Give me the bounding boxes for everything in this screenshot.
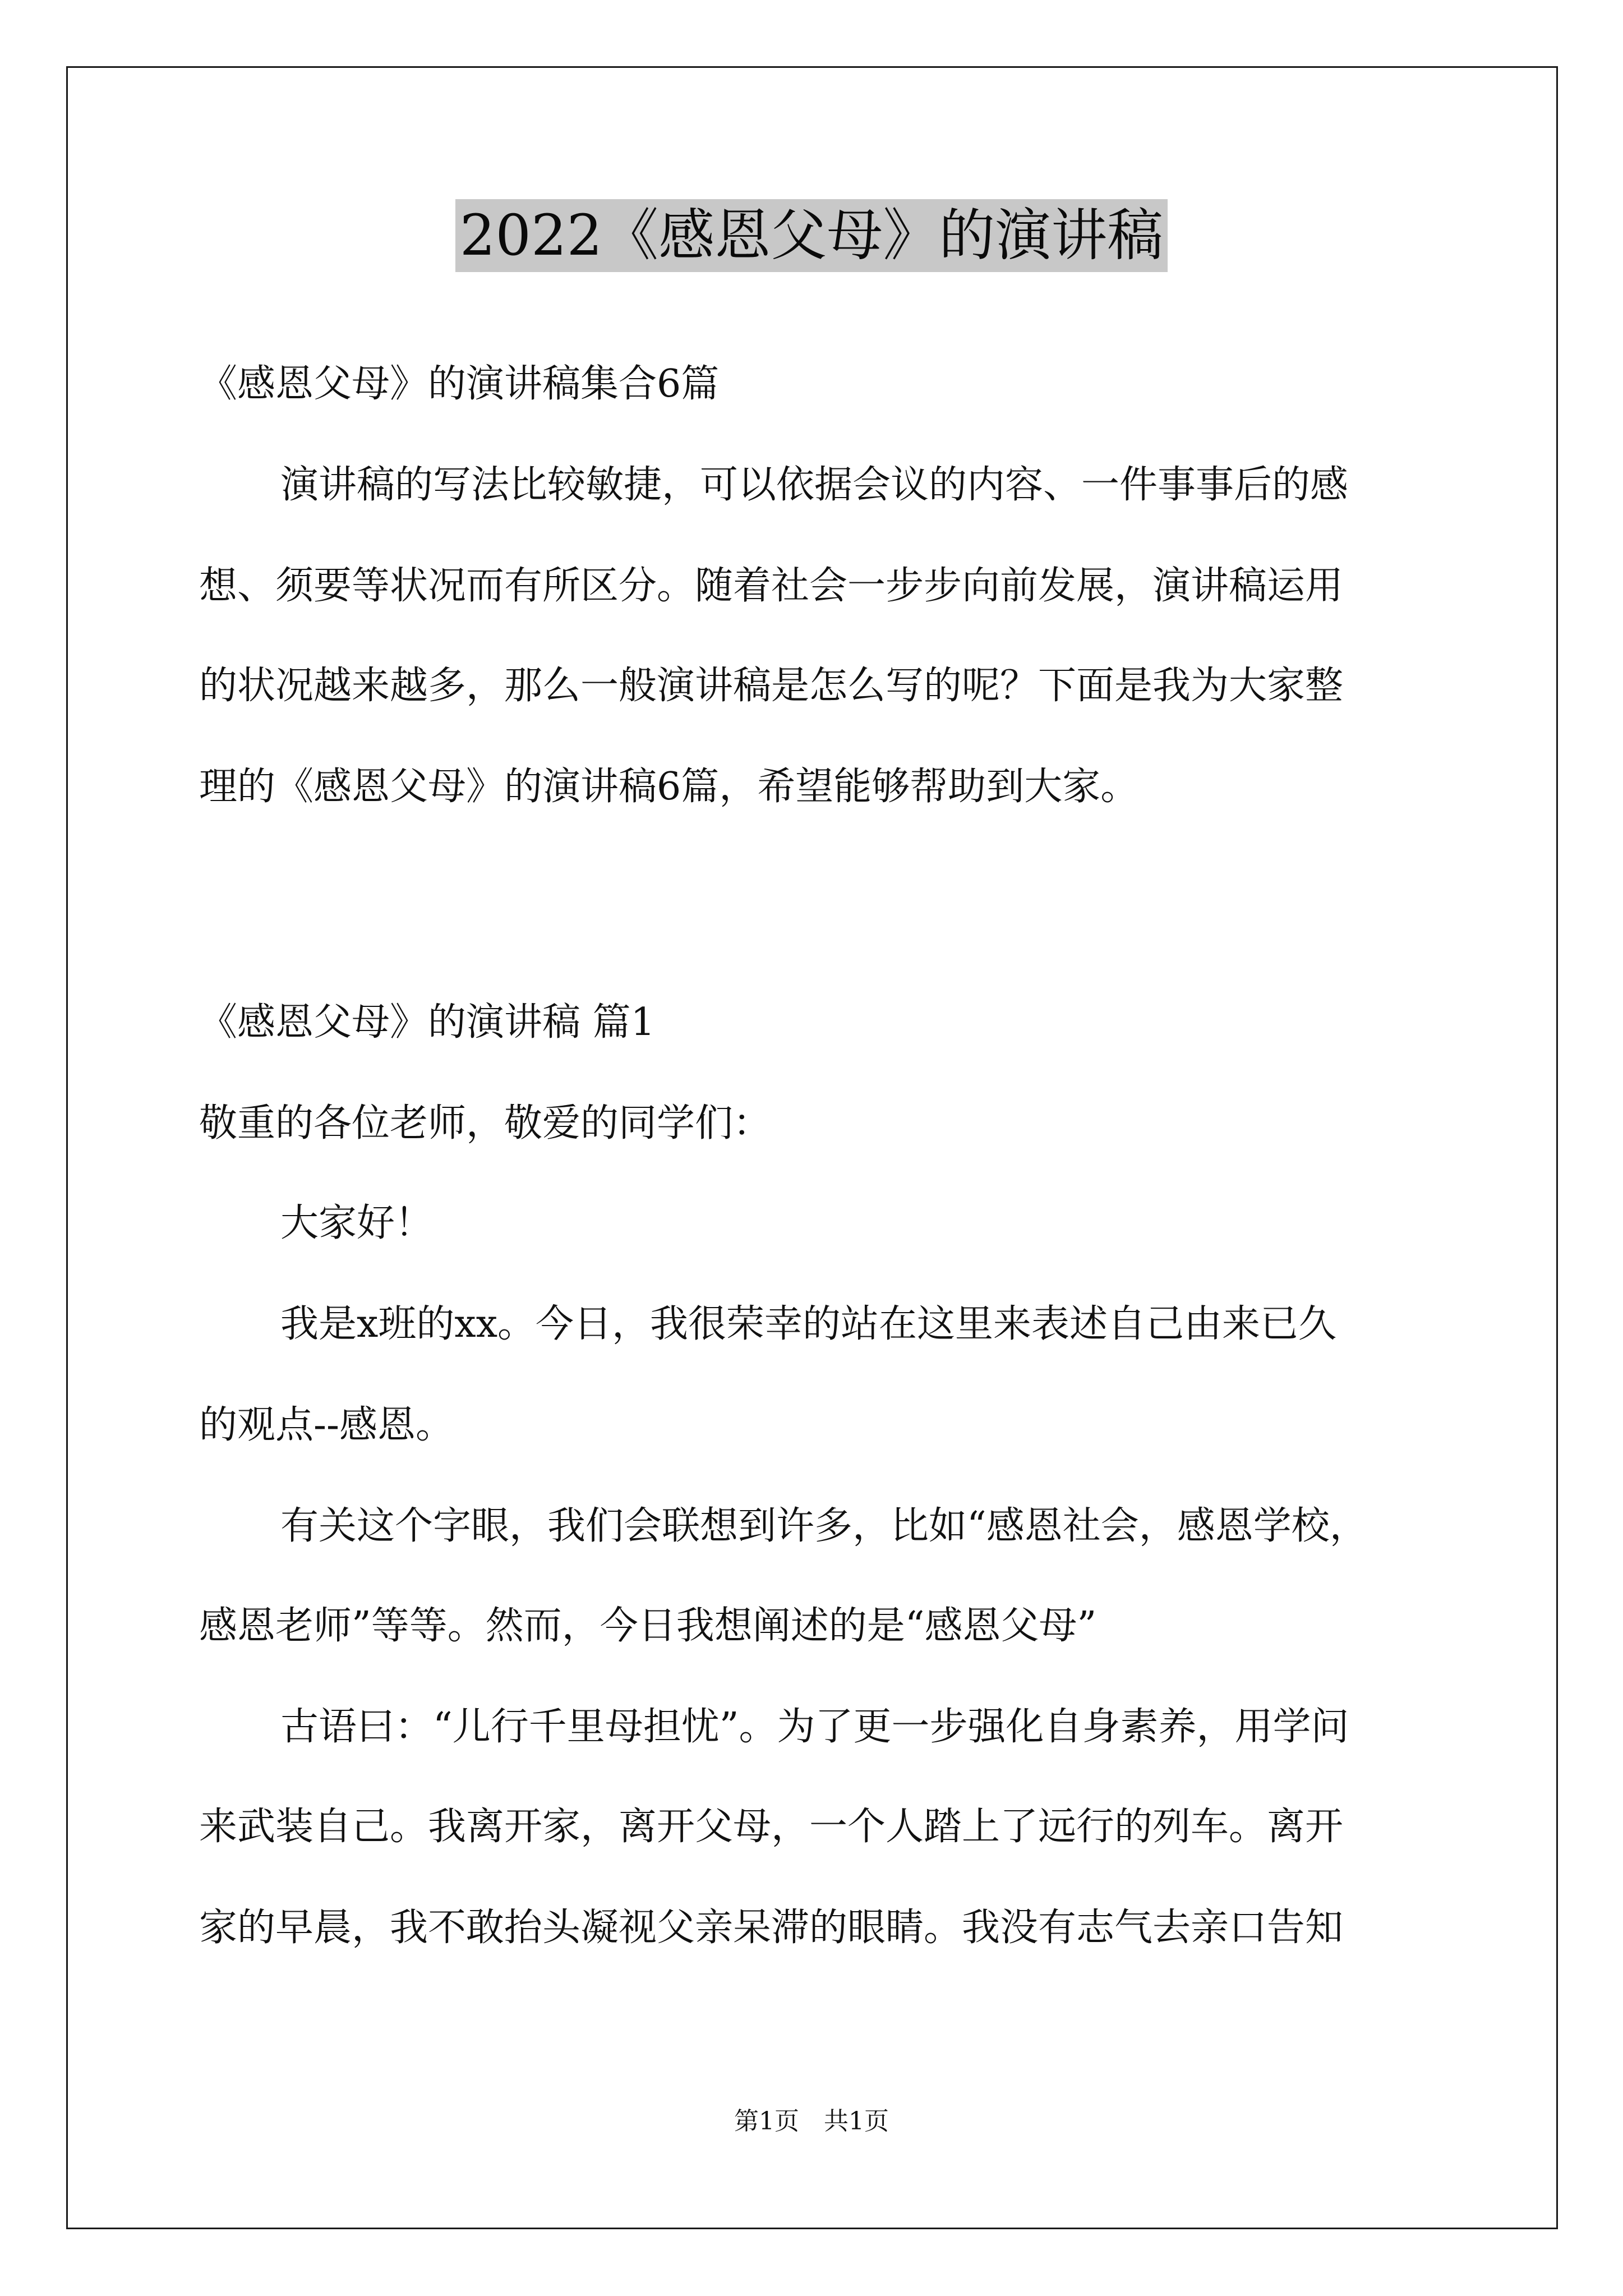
intro-line-1: 演讲稿的写法比较敏捷，可以依据会议的内容、一件事事后的感: [280, 463, 1349, 507]
body-line-6: 来武装自己。我离开家，离开父母，一个人踏上了远行的列车。离开: [199, 1805, 1344, 1849]
intro-line-3: 的状况越来越多，那么一般演讲稿是怎么写的呢？下面是我为大家整: [199, 664, 1344, 708]
page-footer: 第1页 共1页: [734, 2107, 889, 2136]
body-line-3: 有关这个字眼，我们会联想到许多，比如“感恩社会，感恩学校，: [280, 1504, 1368, 1548]
subtitle-line: 《感恩父母》的演讲稿集合6篇: [199, 362, 720, 406]
greeting-line: 大家好！: [280, 1201, 434, 1245]
document-title: 2022《感恩父母》的演讲稿: [455, 199, 1168, 272]
intro-line-4: 理的《感恩父母》的演讲稿6篇，希望能够帮助到大家。: [199, 765, 1139, 809]
body-line-5: 古语曰：“儿行千里母担忧”。为了更一步强化自身素养，用学问: [280, 1705, 1349, 1749]
salutation-line: 敬重的各位老师，敬爱的同学们：: [199, 1101, 772, 1145]
section-heading: 《感恩父母》的演讲稿 篇1: [199, 1000, 655, 1045]
title-container: [0, 199, 1623, 272]
body-line-7: 家的早晨，我不敢抬头凝视父亲呆滞的眼睛。我没有志气去亲口告知: [199, 1906, 1344, 1950]
intro-line-2: 想、须要等状况而有所区分。随着社会一步步向前发展，演讲稿运用: [199, 564, 1344, 608]
body-line-2: 的观点--感恩。: [199, 1403, 454, 1447]
body-line-4: 感恩老师”等等。然而，今日我想阐述的是“感恩父母”: [199, 1604, 1097, 1648]
body-line-1: 我是x班的xx。今日，我很荣幸的站在这里来表述自己由来已久: [280, 1302, 1337, 1346]
